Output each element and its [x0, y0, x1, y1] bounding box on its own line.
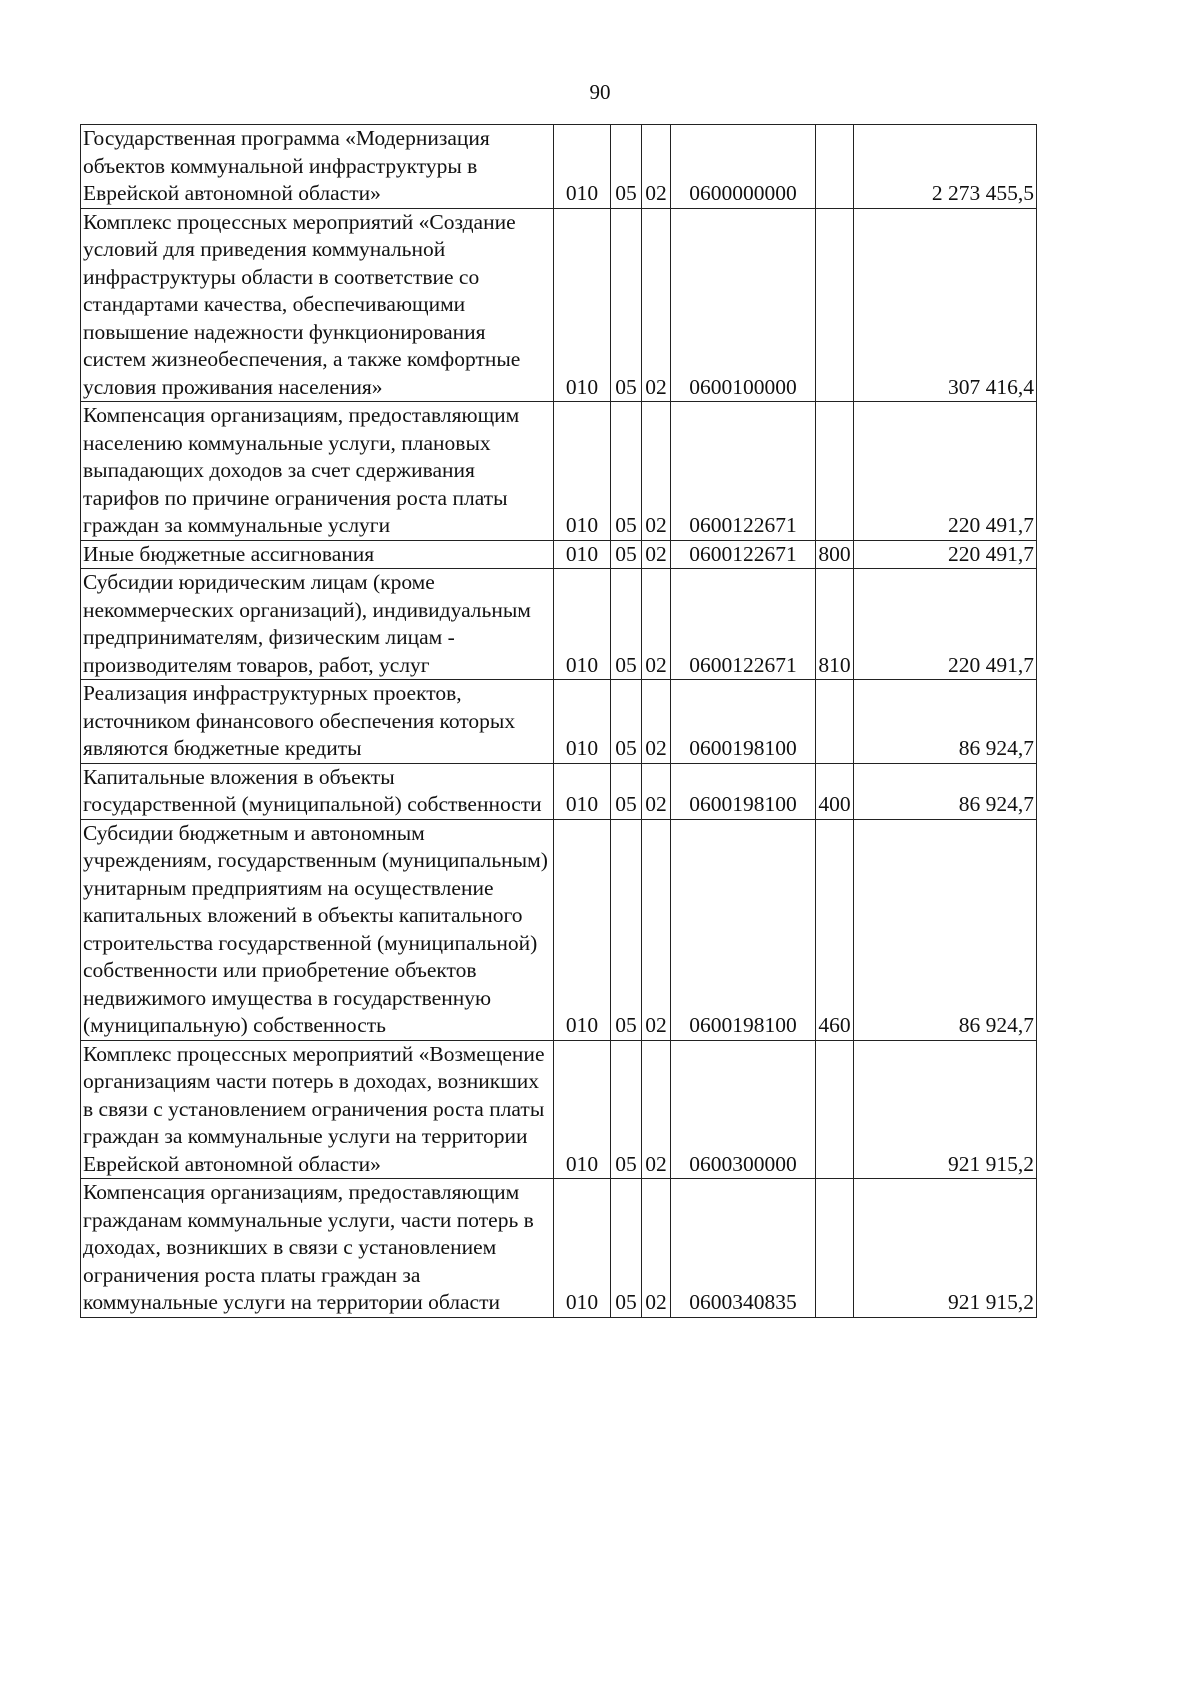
row-code-expense-type: 800 [816, 540, 854, 569]
row-code-subsection: 02 [642, 680, 671, 764]
row-code-section: 05 [611, 1040, 642, 1179]
row-code-expense-type [816, 402, 854, 541]
row-code-section: 05 [611, 1179, 642, 1318]
row-code-target: 0600000000 [671, 125, 816, 209]
row-code-target: 0600198100 [671, 819, 816, 1040]
row-code-admin: 010 [554, 819, 611, 1040]
row-code-admin: 010 [554, 1040, 611, 1179]
row-code-admin: 010 [554, 125, 611, 209]
row-code-target: 0600122671 [671, 402, 816, 541]
row-code-subsection: 02 [642, 540, 671, 569]
row-sum: 220 491,7 [854, 569, 1037, 680]
row-code-admin: 010 [554, 208, 611, 402]
row-code-expense-type [816, 680, 854, 764]
table-row [81, 1040, 1037, 1179]
row-code-target: 0600340835 [671, 1179, 816, 1318]
row-name: Иные бюджетные ассигнования [81, 540, 554, 569]
row-code-admin: 010 [554, 569, 611, 680]
row-name: Капитальные вложения в объекты государственной (муниципальной) собственности [81, 763, 554, 819]
row-code-subsection: 02 [642, 208, 671, 402]
row-code-expense-type [816, 1179, 854, 1318]
row-sum: 307 416,4 [854, 208, 1037, 402]
table-row [81, 763, 1037, 819]
row-name: Комплекс процессных мероприятий «Создание условий для приведения коммунальной инфраструктуры области в соответствие со стандартами качества, обеспечивающими повышение надежности функционирования систем жизнеобеспечения, а также комфортные условия проживания населения» [81, 208, 554, 402]
row-code-admin: 010 [554, 680, 611, 764]
row-sum: 86 924,7 [854, 819, 1037, 1040]
row-code-section: 05 [611, 540, 642, 569]
table-row [81, 1179, 1037, 1318]
row-name: Субсидии юридическим лицам (кроме некоммерческих организаций), индивидуальным предпринимателям, физическим лицам - производителям товаров, работ, услуг [81, 569, 554, 680]
row-sum: 220 491,7 [854, 402, 1037, 541]
row-name: Компенсация организациям, предоставляющим населению коммунальные услуги, плановых выпадающих доходов за счет сдерживания тарифов по причине ограничения роста платы граждан за коммунальные услуги [81, 402, 554, 541]
row-code-target: 0600100000 [671, 208, 816, 402]
row-sum: 86 924,7 [854, 680, 1037, 764]
row-code-section: 05 [611, 125, 642, 209]
row-code-section: 05 [611, 208, 642, 402]
row-code-expense-type [816, 125, 854, 209]
row-sum: 86 924,7 [854, 763, 1037, 819]
row-code-target: 0600122671 [671, 540, 816, 569]
row-sum: 921 915,2 [854, 1179, 1037, 1318]
row-name: Государственная программа «Модернизация объектов коммунальной инфраструктуры в Еврейской автономной области» [81, 125, 554, 209]
table-row [81, 540, 1037, 569]
table-body [81, 125, 1037, 1318]
row-code-admin: 010 [554, 763, 611, 819]
row-code-target: 0600300000 [671, 1040, 816, 1179]
row-code-target: 0600198100 [671, 680, 816, 764]
row-name: Субсидии бюджетным и автономным учреждениям, государственным (муниципальным) унитарным предприятиям на осуществление капитальных вложений в объекты капитального строительства государственной (муниципальной) собственности или приобретение объектов недвижимого имущества в государственную (муниципальную) собственность [81, 819, 554, 1040]
row-code-section: 05 [611, 402, 642, 541]
row-code-section: 05 [611, 569, 642, 680]
budget-table [80, 124, 1037, 1318]
row-code-section: 05 [611, 680, 642, 764]
row-code-expense-type: 400 [816, 763, 854, 819]
row-code-subsection: 02 [642, 1040, 671, 1179]
row-code-admin: 010 [554, 1179, 611, 1318]
row-code-section: 05 [611, 763, 642, 819]
table-row [81, 680, 1037, 764]
row-name: Реализация инфраструктурных проектов, источником финансового обеспечения которых являются бюджетные кредиты [81, 680, 554, 764]
row-code-subsection: 02 [642, 125, 671, 209]
row-code-subsection: 02 [642, 402, 671, 541]
row-code-target: 0600122671 [671, 569, 816, 680]
table-row [81, 819, 1037, 1040]
row-code-subsection: 02 [642, 569, 671, 680]
table-row [81, 569, 1037, 680]
row-code-subsection: 02 [642, 1179, 671, 1318]
row-sum: 220 491,7 [854, 540, 1037, 569]
row-code-expense-type [816, 1040, 854, 1179]
row-name: Комплекс процессных мероприятий «Возмещение организациям части потерь в доходах, возникших в связи с установлением ограничения роста платы граждан за коммунальные услуги на территории Еврейской автономной области» [81, 1040, 554, 1179]
page-number: 90 [589, 80, 611, 104]
row-name: Компенсация организациям, предоставляющим гражданам коммунальные услуги, части потерь в доходах, возникших в связи с установлением ограничения роста платы граждан за коммунальные услуги на территории области [81, 1179, 554, 1318]
row-code-expense-type: 460 [816, 819, 854, 1040]
table-row [81, 125, 1037, 209]
row-code-expense-type: 810 [816, 569, 854, 680]
row-code-expense-type [816, 208, 854, 402]
row-code-admin: 010 [554, 540, 611, 569]
row-code-subsection: 02 [642, 763, 671, 819]
row-sum: 2 273 455,5 [854, 125, 1037, 209]
row-code-subsection: 02 [642, 819, 671, 1040]
row-sum: 921 915,2 [854, 1040, 1037, 1179]
table-row [81, 402, 1037, 541]
row-code-admin: 010 [554, 402, 611, 541]
row-code-target: 0600198100 [671, 763, 816, 819]
table-row [81, 208, 1037, 402]
row-code-section: 05 [611, 819, 642, 1040]
